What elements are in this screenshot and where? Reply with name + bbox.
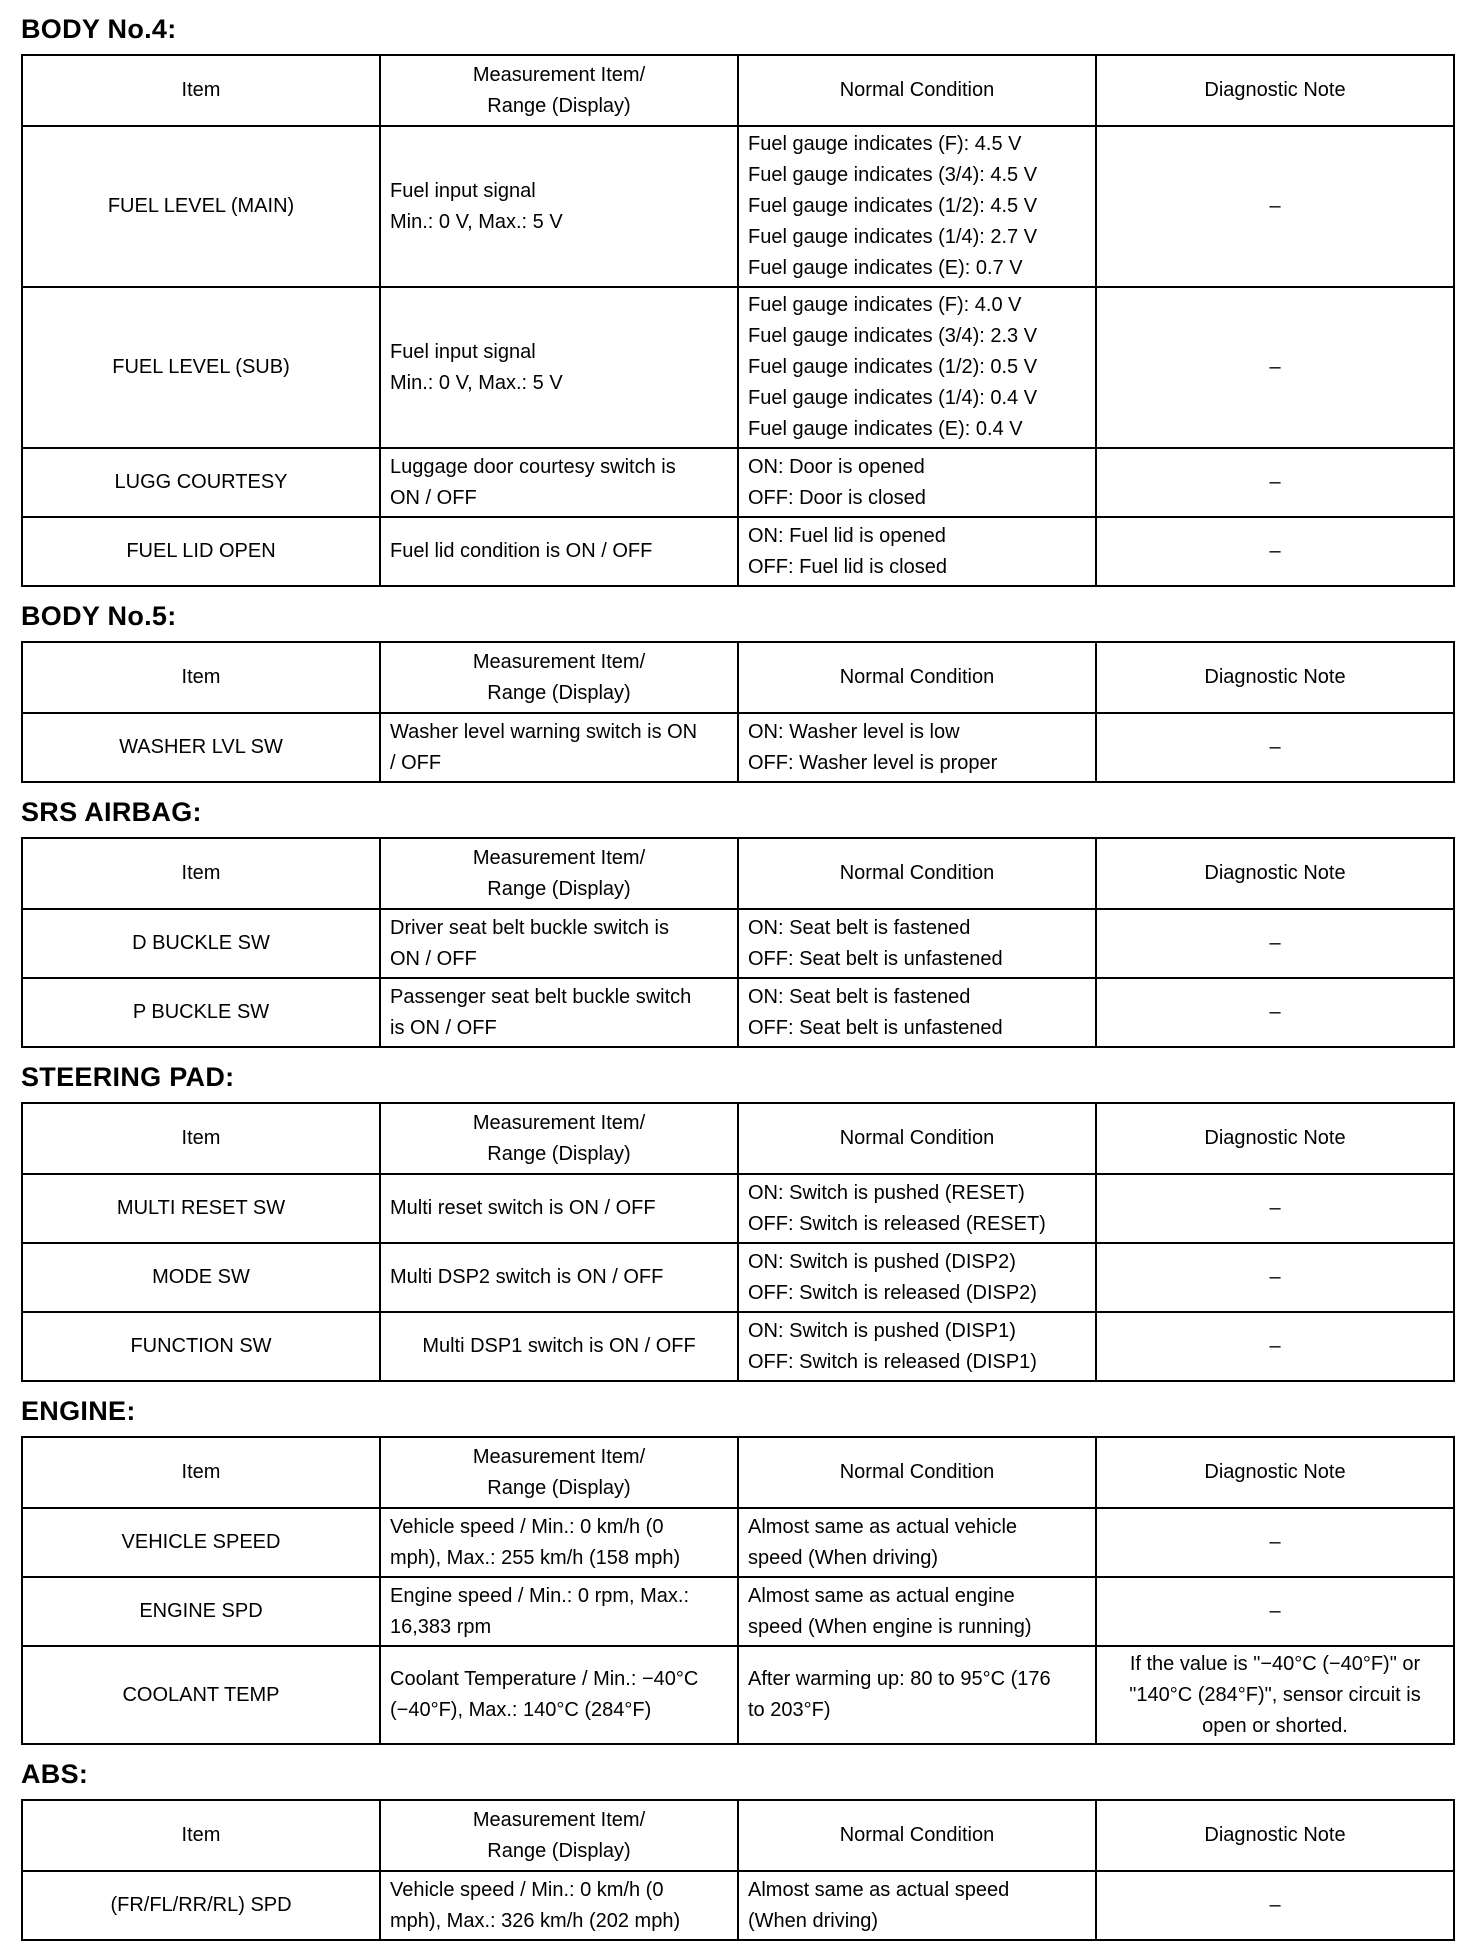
cell-text-line: speed (When driving)	[748, 1546, 939, 1569]
header-measurement-line: Range (Display)	[487, 681, 631, 704]
section-title: STEERING PAD:	[21, 1062, 235, 1092]
cell-normal-condition	[738, 978, 1096, 1047]
cell-text-line: Coolant Temperature / Min.: −40°C	[390, 1668, 699, 1690]
header-normal-condition: Normal Condition	[738, 1437, 1096, 1508]
header-diagnostic-note: Diagnostic Note	[1096, 55, 1454, 126]
cell-text-line: ON: Door is opened	[748, 455, 925, 478]
cell-normal-condition	[738, 1243, 1096, 1312]
cell-text-line: Fuel gauge indicates (3/4): 4.5 V	[748, 164, 1038, 186]
cell-normal-condition	[738, 1577, 1096, 1646]
cell-normal-condition	[738, 1508, 1096, 1577]
cell-measurement	[380, 1174, 738, 1243]
cell-text-line: Fuel gauge indicates (E): 0.7 V	[748, 257, 1023, 279]
header-row	[22, 1437, 1454, 1508]
table-row	[22, 287, 1454, 448]
cell-item: ENGINE SPD	[22, 1577, 380, 1646]
table-row	[22, 126, 1454, 287]
cell-text-line: Fuel input signal	[390, 340, 536, 363]
cell-item: WASHER LVL SW	[22, 713, 380, 782]
cell-text-line: OFF: Washer level is proper	[748, 751, 998, 774]
header-row	[22, 1800, 1454, 1871]
header-item: Item	[22, 1800, 380, 1871]
cell-diagnostic-note	[1096, 909, 1454, 978]
header-measurement-line: Measurement Item/	[472, 1445, 646, 1468]
cell-diagnostic-note	[1096, 1312, 1454, 1381]
cell-text-line: Multi reset switch is ON / OFF	[390, 1197, 656, 1219]
cell-text-line: –	[1269, 195, 1281, 217]
cell-diagnostic-note	[1096, 1577, 1454, 1646]
data-table	[21, 641, 1455, 783]
header-normal-condition: Normal Condition	[738, 55, 1096, 126]
cell-measurement	[380, 517, 738, 586]
table-row	[22, 1174, 1454, 1243]
cell-diagnostic-note	[1096, 448, 1454, 517]
cell-measurement	[380, 1646, 738, 1744]
table-row	[22, 517, 1454, 586]
cell-text-line: ON: Seat belt is fastened	[748, 916, 971, 939]
header-measurement-line: Measurement Item/	[472, 650, 646, 673]
cell-item: COOLANT TEMP	[22, 1646, 380, 1744]
cell-diagnostic-note	[1096, 126, 1454, 287]
header-diagnostic-note: Diagnostic Note	[1096, 642, 1454, 713]
cell-text-line: speed (When engine is running)	[748, 1615, 1032, 1638]
cell-normal-condition	[738, 909, 1096, 978]
cell-text-line: –	[1269, 1600, 1281, 1622]
cell-measurement	[380, 126, 738, 287]
cell-text-line: mph), Max.: 326 km/h (202 mph)	[390, 1909, 681, 1932]
cell-item: P BUCKLE SW	[22, 978, 380, 1047]
cell-diagnostic-note	[1096, 287, 1454, 448]
cell-text-line: Fuel gauge indicates (E): 0.4 V	[748, 418, 1023, 440]
cell-measurement	[380, 1312, 738, 1381]
cell-text-line: Fuel gauge indicates (3/4): 2.3 V	[748, 325, 1038, 347]
cell-text-line: ON / OFF	[390, 486, 477, 509]
cell-text-line: Passenger seat belt buckle switch	[390, 985, 692, 1008]
cell-text-line: Almost same as actual engine	[748, 1584, 1015, 1607]
cell-text-line: –	[1269, 932, 1281, 954]
cell-text-line: Multi DSP1 switch is ON / OFF	[422, 1335, 696, 1357]
header-measurement-line: Measurement Item/	[472, 846, 646, 869]
cell-text-line: OFF: Switch is released (DISP1)	[748, 1350, 1037, 1373]
cell-measurement	[380, 1871, 738, 1940]
cell-diagnostic-note	[1096, 1871, 1454, 1940]
cell-measurement	[380, 909, 738, 978]
data-table	[21, 1102, 1455, 1382]
cell-text-line: Vehicle speed / Min.: 0 km/h (0	[390, 1878, 664, 1901]
cell-text-line: –	[1269, 471, 1281, 493]
cell-normal-condition	[738, 1871, 1096, 1940]
header-row	[22, 55, 1454, 126]
header-measurement-line: Range (Display)	[487, 877, 631, 900]
header-measurement	[380, 55, 738, 126]
cell-text-line: Luggage door courtesy switch is	[390, 455, 676, 478]
header-diagnostic-note: Diagnostic Note	[1096, 1437, 1454, 1508]
section-title: BODY No.5:	[21, 601, 177, 631]
section-title: SRS AIRBAG:	[21, 797, 202, 827]
cell-text-line: Almost same as actual speed	[748, 1878, 1010, 1901]
cell-normal-condition	[738, 713, 1096, 782]
cell-normal-condition	[738, 287, 1096, 448]
header-row	[22, 1103, 1454, 1174]
cell-normal-condition	[738, 448, 1096, 517]
table-row	[22, 1243, 1454, 1312]
cell-text-line: Fuel gauge indicates (1/4): 0.4 V	[748, 387, 1038, 409]
cell-text-line: OFF: Seat belt is unfastened	[748, 1016, 1003, 1039]
cell-normal-condition	[738, 126, 1096, 287]
cell-text-line: –	[1269, 1335, 1281, 1357]
cell-text-line: –	[1269, 1197, 1281, 1219]
table-row	[22, 1871, 1454, 1940]
header-row	[22, 642, 1454, 713]
header-measurement-line: Measurement Item/	[472, 63, 646, 86]
cell-text-line: Min.: 0 V, Max.: 5 V	[390, 210, 563, 233]
header-measurement	[380, 1800, 738, 1871]
cell-item: LUGG COURTESY	[22, 448, 380, 517]
header-item: Item	[22, 838, 380, 909]
header-item: Item	[22, 1103, 380, 1174]
cell-item: MULTI RESET SW	[22, 1174, 380, 1243]
cell-text-line: Fuel gauge indicates (1/4): 2.7 V	[748, 226, 1038, 248]
cell-text-line: 16,383 rpm	[390, 1615, 492, 1638]
cell-normal-condition	[738, 1646, 1096, 1744]
cell-text-line: Fuel gauge indicates (F): 4.5 V	[748, 133, 1022, 155]
cell-measurement	[380, 448, 738, 517]
cell-text-line: ON: Seat belt is fastened	[748, 985, 971, 1008]
header-item: Item	[22, 55, 380, 126]
cell-measurement	[380, 1243, 738, 1312]
table-row	[22, 1646, 1454, 1744]
cell-text-line: Washer level warning switch is ON	[390, 720, 698, 743]
cell-diagnostic-note	[1096, 978, 1454, 1047]
cell-diagnostic-note	[1096, 1243, 1454, 1312]
cell-text-line: OFF: Fuel lid is closed	[748, 555, 947, 578]
cell-text-line: Fuel lid condition is ON / OFF	[390, 540, 653, 562]
cell-text-line: –	[1269, 1531, 1281, 1553]
cell-item: FUEL LEVEL (MAIN)	[22, 126, 380, 287]
table-row	[22, 1312, 1454, 1381]
cell-text-line: OFF: Door is closed	[748, 486, 926, 509]
header-diagnostic-note: Diagnostic Note	[1096, 838, 1454, 909]
cell-measurement	[380, 1577, 738, 1646]
header-measurement-line: Range (Display)	[487, 1476, 631, 1499]
cell-text-line: ON: Fuel lid is opened	[748, 524, 946, 547]
cell-item: MODE SW	[22, 1243, 380, 1312]
cell-text-line: –	[1269, 1001, 1281, 1023]
header-item: Item	[22, 642, 380, 713]
cell-normal-condition	[738, 517, 1096, 586]
cell-text-line: ON: Switch is pushed (DISP2)	[748, 1250, 1016, 1273]
cell-text-line: OFF: Switch is released (DISP2)	[748, 1281, 1037, 1304]
cell-normal-condition	[738, 1312, 1096, 1381]
cell-text-line: OFF: Seat belt is unfastened	[748, 947, 1003, 970]
header-measurement-line: Range (Display)	[487, 1839, 631, 1862]
cell-text-line: mph), Max.: 255 km/h (158 mph)	[390, 1546, 681, 1569]
cell-text-line: Fuel gauge indicates (F): 4.0 V	[748, 294, 1022, 316]
cell-text-line: (−40°F), Max.: 140°C (284°F)	[390, 1699, 652, 1721]
cell-measurement	[380, 713, 738, 782]
cell-text-line: –	[1269, 1266, 1281, 1288]
section-title: ABS:	[21, 1759, 89, 1789]
cell-text-line: "140°C (284°F)", sensor circuit is	[1129, 1683, 1421, 1706]
cell-item: FUEL LEVEL (SUB)	[22, 287, 380, 448]
header-diagnostic-note: Diagnostic Note	[1096, 1103, 1454, 1174]
header-measurement	[380, 1103, 738, 1174]
cell-text-line: Vehicle speed / Min.: 0 km/h (0	[390, 1515, 664, 1538]
cell-text-line: After warming up: 80 to 95°C (176	[748, 1668, 1051, 1690]
cell-text-line: (When driving)	[748, 1909, 879, 1932]
table-row	[22, 713, 1454, 782]
cell-measurement	[380, 287, 738, 448]
cell-diagnostic-note	[1096, 1646, 1454, 1744]
cell-text-line: to 203°F)	[748, 1699, 831, 1721]
cell-text-line: is ON / OFF	[390, 1016, 497, 1039]
cell-item: FUNCTION SW	[22, 1312, 380, 1381]
cell-text-line: open or shorted.	[1202, 1714, 1348, 1737]
cell-text-line: Min.: 0 V, Max.: 5 V	[390, 371, 563, 394]
cell-text-line: Fuel gauge indicates (1/2): 0.5 V	[748, 356, 1038, 378]
cell-text-line: –	[1269, 540, 1281, 562]
section-title: BODY No.4:	[21, 14, 177, 44]
table-row	[22, 1508, 1454, 1577]
cell-text-line: Fuel gauge indicates (1/2): 4.5 V	[748, 195, 1038, 217]
cell-diagnostic-note	[1096, 713, 1454, 782]
cell-text-line: –	[1269, 1894, 1281, 1916]
header-measurement-line: Measurement Item/	[472, 1111, 646, 1134]
data-table	[21, 837, 1455, 1048]
section-title: ENGINE:	[21, 1396, 136, 1426]
cell-item: (FR/FL/RR/RL) SPD	[22, 1871, 380, 1940]
header-normal-condition: Normal Condition	[738, 838, 1096, 909]
header-measurement	[380, 838, 738, 909]
cell-text-line: ON: Washer level is low	[748, 720, 960, 743]
header-measurement-line: Range (Display)	[487, 94, 631, 117]
cell-item: FUEL LID OPEN	[22, 517, 380, 586]
header-normal-condition: Normal Condition	[738, 1103, 1096, 1174]
header-measurement-line: Measurement Item/	[472, 1808, 646, 1831]
cell-text-line: ON: Switch is pushed (DISP1)	[748, 1319, 1016, 1342]
cell-text-line: –	[1269, 356, 1281, 378]
cell-text-line: If the value is "−40°C (−40°F)" or	[1129, 1652, 1421, 1675]
table-row	[22, 978, 1454, 1047]
data-table	[21, 1799, 1455, 1941]
cell-text-line: –	[1269, 736, 1281, 758]
cell-diagnostic-note	[1096, 517, 1454, 586]
cell-text-line: Engine speed / Min.: 0 rpm, Max.:	[390, 1584, 690, 1607]
cell-text-line: Almost same as actual vehicle	[748, 1515, 1018, 1538]
cell-diagnostic-note	[1096, 1508, 1454, 1577]
cell-text-line: Driver seat belt buckle switch is	[390, 916, 669, 939]
cell-item: VEHICLE SPEED	[22, 1508, 380, 1577]
data-table	[21, 54, 1455, 587]
cell-text-line: / OFF	[390, 751, 442, 774]
table-row	[22, 448, 1454, 517]
cell-measurement	[380, 978, 738, 1047]
header-normal-condition: Normal Condition	[738, 1800, 1096, 1871]
document	[21, 8, 1453, 1949]
header-normal-condition: Normal Condition	[738, 642, 1096, 713]
header-measurement	[380, 642, 738, 713]
cell-measurement	[380, 1508, 738, 1577]
cell-text-line: ON: Switch is pushed (RESET)	[748, 1181, 1025, 1204]
header-measurement-line: Range (Display)	[487, 1142, 631, 1165]
cell-text-line: Multi DSP2 switch is ON / OFF	[390, 1266, 664, 1288]
cell-text-line: OFF: Switch is released (RESET)	[748, 1212, 1046, 1235]
header-measurement	[380, 1437, 738, 1508]
header-item: Item	[22, 1437, 380, 1508]
table-row	[22, 909, 1454, 978]
table-row	[22, 1577, 1454, 1646]
data-table	[21, 1436, 1455, 1745]
header-row	[22, 838, 1454, 909]
cell-text-line: Fuel input signal	[390, 179, 536, 202]
cell-text-line: ON / OFF	[390, 947, 477, 970]
cell-diagnostic-note	[1096, 1174, 1454, 1243]
cell-item: D BUCKLE SW	[22, 909, 380, 978]
header-diagnostic-note: Diagnostic Note	[1096, 1800, 1454, 1871]
cell-normal-condition	[738, 1174, 1096, 1243]
